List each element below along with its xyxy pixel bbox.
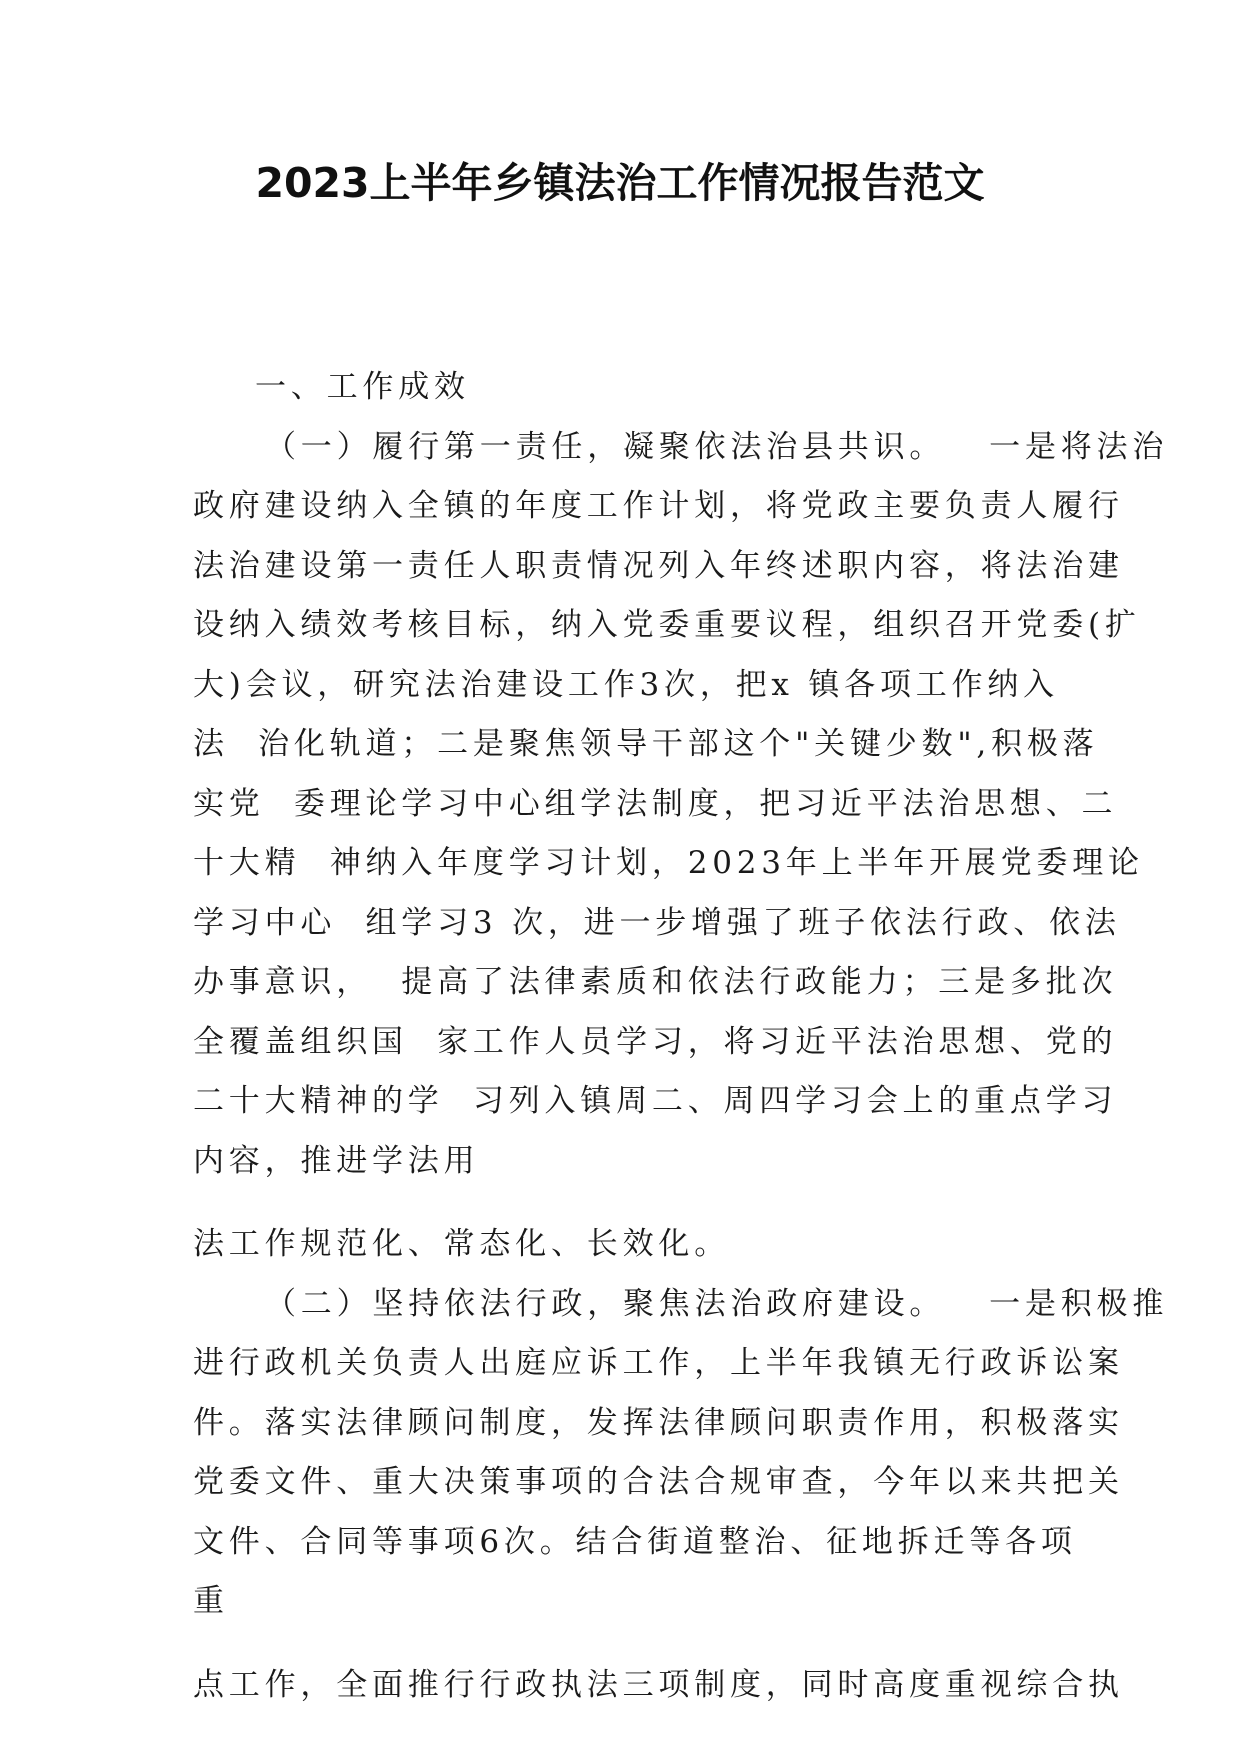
paragraph-line: 法 治化轨道；二是聚焦领导干部这个"关键少数",积极落 bbox=[193, 726, 1099, 762]
paragraph-line: 设纳入绩效考核目标，纳入党委重要议程，组织召开党委(扩 bbox=[193, 607, 1141, 643]
page-break-gap bbox=[193, 1191, 1053, 1215]
paragraph-line: 进行政机关负责人出庭应诉工作，上半年我镇无行政诉讼案 bbox=[193, 1345, 1124, 1381]
paragraph-line: 全覆盖组织国 家工作人员学习，将习近平法治思想、党的 bbox=[193, 1023, 1118, 1060]
paragraph-line: 内容，推进学法用 bbox=[193, 1142, 480, 1179]
paragraph-line: 党委文件、重大决策事项的合法合规审查，今年以来共把关 bbox=[193, 1464, 1124, 1500]
paragraph-line: 法治建设第一责任人职责情况列入年终述职内容，将法治建 bbox=[193, 547, 1124, 584]
paragraph-line: 政府建设纳入全镇的年度工作计划，将党政主要负责人履行 bbox=[193, 488, 1124, 524]
paragraph-line: （一）履行第一责任，凝聚依法治县共识。 一是将法治 bbox=[265, 428, 1169, 465]
paragraph-line: 大)会议，研究法治建设工作3次，把x 镇各项工作纳入 bbox=[193, 666, 1059, 703]
paragraph-line: 点工作，全面推行行政执法三项制度，同时高度重视综合执 bbox=[193, 1666, 1124, 1703]
paragraph-line: 二十大精神的学 习列入镇周二、周四学习会上的重点学习 bbox=[193, 1083, 1118, 1119]
paragraph-line: 实党 委理论学习中心组学法制度，把习近平法治思想、二 bbox=[193, 785, 1118, 822]
document-body bbox=[193, 358, 1169, 1715]
paragraph-line: 重 bbox=[193, 1583, 229, 1619]
paragraph-line: 学习中心 组学习3 次，进一步增强了班子依法行政、依法 bbox=[193, 904, 1121, 941]
paragraph-line: （二）坚持依法行政，聚焦法治政府建设。 一是积极推 bbox=[265, 1285, 1169, 1322]
paragraph-line: 文件、合同等事项6次。结合街道整治、征地拆迁等各项 bbox=[193, 1523, 1077, 1560]
section-heading: 一、工作成效 bbox=[255, 369, 470, 405]
paragraph-line: 法工作规范化、常态化、长效化。 bbox=[193, 1226, 730, 1262]
paragraph-line: 件。落实法律顾问制度，发挥法律顾问职责作用，积极落实 bbox=[193, 1404, 1124, 1441]
paragraph-line: 十大精 神纳入年度学习计划，2023年上半年开展党委理论 bbox=[193, 845, 1144, 881]
paragraph-line: 办事意识， 提高了法律素质和依法行政能力；三是多批次 bbox=[193, 964, 1118, 1000]
page-break-gap bbox=[193, 1632, 1053, 1656]
document-title: 2023上半年乡镇法治工作情况报告范文 bbox=[255, 159, 985, 207]
